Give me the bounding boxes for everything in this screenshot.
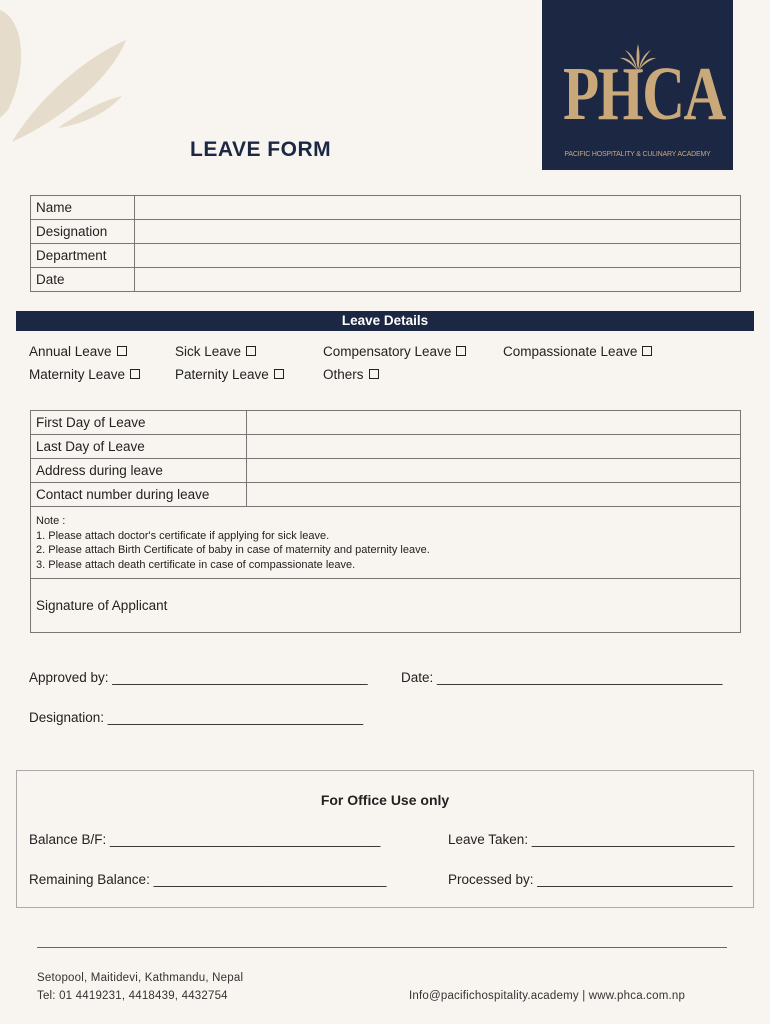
- checkbox-icon[interactable]: [642, 346, 652, 356]
- table-row: [31, 196, 741, 220]
- option-label: Maternity Leave: [29, 367, 126, 382]
- last-day-input[interactable]: [247, 435, 741, 459]
- footer-tel: Tel: 01 4419231, 4418439, 4432754: [37, 990, 228, 1002]
- note-line: 3. Please attach death certificate in case of compassionate leave.: [36, 558, 356, 571]
- field-label-first-day: First Day of Leave: [31, 411, 247, 435]
- option-label: Others: [323, 367, 364, 382]
- field-label-department: Department: [31, 244, 135, 268]
- leave-dates-table: [30, 410, 741, 507]
- table-row: [31, 220, 741, 244]
- note-line: 1. Please attach doctor's certificate if applying for sick leave.: [36, 529, 330, 542]
- phca-logo: [542, 0, 733, 170]
- table-row: [31, 244, 741, 268]
- table-row: [31, 483, 741, 507]
- processed-by-field[interactable]: Processed by: __________________________: [448, 872, 733, 887]
- signature-box[interactable]: [30, 578, 741, 633]
- logo-text: PHCA: [563, 52, 725, 136]
- leave-details-heading: Leave Details: [16, 311, 754, 331]
- remaining-balance-field[interactable]: Remaining Balance: _______________________________: [29, 872, 387, 887]
- note-label: Note :: [36, 515, 66, 527]
- option-label: Sick Leave: [175, 344, 242, 359]
- leave-option-maternity[interactable]: [29, 367, 140, 382]
- logo-subtitle: PACIFIC HOSPITALITY & CULINARY ACADEMY: [564, 151, 711, 158]
- leave-option-annual[interactable]: [29, 344, 127, 359]
- name-input[interactable]: [135, 196, 741, 220]
- table-row: [31, 411, 741, 435]
- designation-input[interactable]: [135, 220, 741, 244]
- approval-designation-field[interactable]: Designation: __________________________________: [29, 710, 364, 725]
- field-label-last-day: Last Day of Leave: [31, 435, 247, 459]
- note-line: 2. Please attach Birth Certificate of baby in case of maternity and paternity leave.: [36, 544, 430, 556]
- field-label-contact: Contact number during leave: [31, 483, 247, 507]
- table-row: [31, 268, 741, 292]
- table-row: [31, 459, 741, 483]
- checkbox-icon[interactable]: [456, 346, 466, 356]
- checkbox-icon[interactable]: [246, 346, 256, 356]
- form-title: LEAVE FORM: [190, 138, 332, 161]
- leave-option-paternity[interactable]: [175, 367, 284, 382]
- footer-address: Setopool, Maitidevi, Kathmandu, Nepal: [37, 972, 244, 984]
- leave-option-others[interactable]: [323, 367, 379, 382]
- office-heading: For Office Use only: [320, 792, 450, 808]
- leave-taken-field[interactable]: Leave Taken: ___________________________: [448, 832, 735, 847]
- approved-by-field[interactable]: Approved by: __________________________________: [29, 670, 368, 685]
- option-label: Annual Leave: [29, 344, 112, 359]
- balance-bf-field[interactable]: Balance B/F: ____________________________________: [29, 832, 381, 847]
- leaf-decoration: [0, 0, 140, 150]
- department-input[interactable]: [135, 244, 741, 268]
- option-label: Paternity Leave: [175, 367, 269, 382]
- field-label-designation: Designation: [31, 220, 135, 244]
- option-label: Compensatory Leave: [323, 344, 452, 359]
- first-day-input[interactable]: [247, 411, 741, 435]
- field-label-name: Name: [31, 196, 135, 220]
- leave-option-compassionate[interactable]: [503, 344, 652, 359]
- leave-option-sick[interactable]: [175, 344, 256, 359]
- checkbox-icon[interactable]: [369, 369, 379, 379]
- checkbox-icon[interactable]: [274, 369, 284, 379]
- leave-option-compensatory[interactable]: [323, 344, 466, 359]
- address-input[interactable]: [247, 459, 741, 483]
- option-label: Compassionate Leave: [503, 344, 638, 359]
- checkbox-icon[interactable]: [117, 346, 127, 356]
- approval-date-field[interactable]: Date: ______________________________________: [401, 670, 723, 685]
- footer-contact[interactable]: Info@pacifichospitality.academy | www.phca.com.np: [409, 990, 686, 1002]
- field-label-date: Date: [31, 268, 135, 292]
- field-label-address: Address during leave: [31, 459, 247, 483]
- table-row: [31, 435, 741, 459]
- contact-input[interactable]: [247, 483, 741, 507]
- office-use-box: [16, 770, 754, 908]
- footer-divider: [37, 947, 727, 948]
- date-input[interactable]: [135, 268, 741, 292]
- note-box: [30, 507, 741, 579]
- checkbox-icon[interactable]: [130, 369, 140, 379]
- personal-info-table: [30, 195, 741, 292]
- signature-label: Signature of Applicant: [36, 598, 168, 613]
